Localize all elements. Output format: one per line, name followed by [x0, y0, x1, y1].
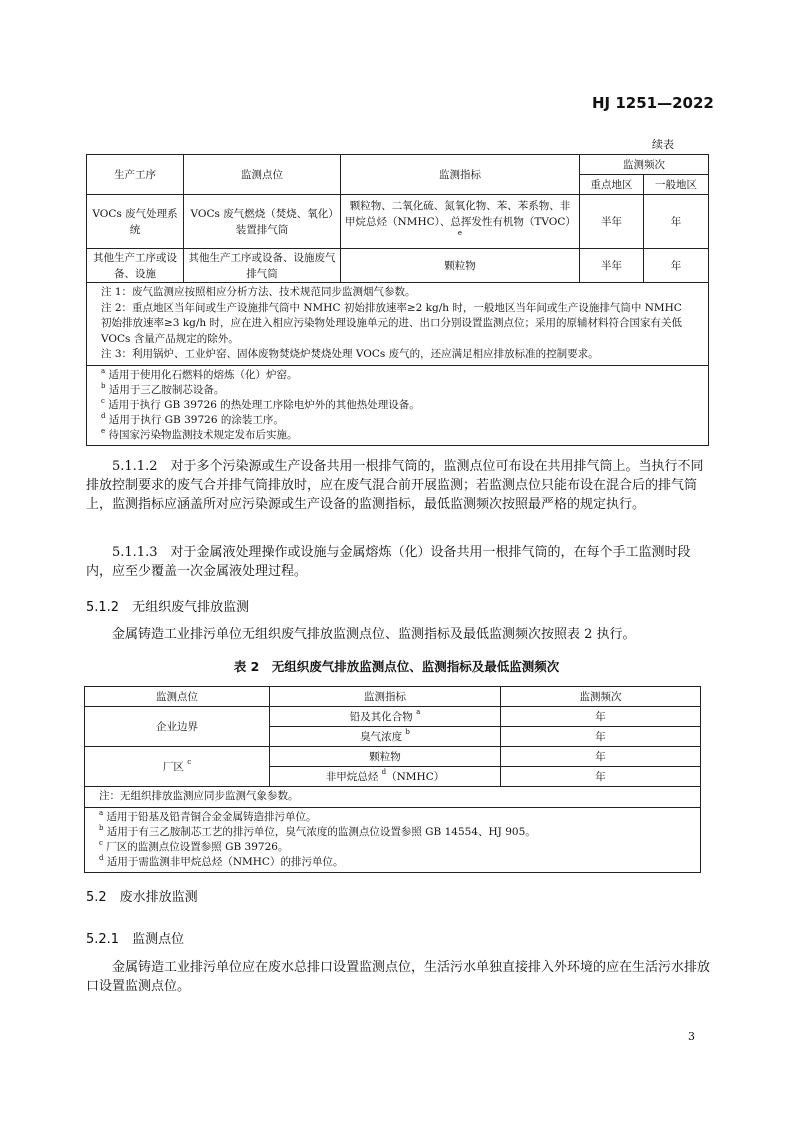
- header-point: 监测点位: [85, 687, 270, 707]
- cell-frequency: 年: [501, 727, 701, 747]
- cell-key-frequency: 半年: [580, 195, 644, 249]
- heading-5-2-1: 5.2.1 监测点位: [86, 932, 185, 947]
- cell-frequency: 年: [501, 767, 701, 787]
- cell-point: 其他生产工序或设备、设施废气排气筒: [184, 249, 341, 283]
- footnote: $^d$ 适用于需监测非甲烷总烃（NMHC）的排污单位。: [99, 853, 344, 868]
- table-continued-label: 续表: [652, 138, 674, 151]
- cell-indicator: 铅及其化合物 $^a$: [270, 707, 501, 727]
- heading-5-1-2: 5.1.2 无组织废气排放监测: [86, 600, 250, 615]
- header-process: 生产工序: [87, 155, 184, 195]
- cell-indicator: 颗粒物、二氧化硫、氮氧化物、苯、苯系物、非甲烷总烃（NMHC）、总挥发性有机物（TVOC）$^e$: [341, 195, 580, 249]
- footnote: $^b$ 适用于三乙胺制芯设备。: [101, 381, 225, 396]
- cell-indicator: 非甲烷总烃 $^d$（NMHC）: [270, 767, 501, 787]
- emission-monitoring-table-continued: [86, 154, 709, 446]
- heading-5-2: 5.2 废水排放监测: [86, 890, 198, 905]
- cell-key-frequency: 半年: [580, 249, 644, 283]
- cell-frequency: 年: [501, 747, 701, 767]
- header-frequency: 监测频次: [501, 687, 701, 707]
- paragraph-5-1-2: 金属铸造工业排污单位无组织废气排放监测点位、监测指标及最低监测频次按照表 2 执行。: [112, 627, 636, 642]
- page-number: 3: [688, 1030, 695, 1043]
- note-3: 注 3：利用锅炉、工业炉窑、固体废物焚烧炉焚烧处理 VOCs 废气的，还应满足相应排放标准的控制要求。: [101, 348, 599, 360]
- footnote: $^a$ 适用于使用化石燃料的熔炼（化）炉窑。: [101, 366, 298, 381]
- footnote: $^e$ 待国家污染物监测技术规定发布后实施。: [101, 426, 298, 441]
- note-2: 注 2：重点地区当年间或生产设施排气筒中 NMHC 初始排放速率≥2 kg/h 时，一般地区当年间或生产设施排气筒中 NMHC 初始排放速率≥3 kg/h 时，应在进入相应污染物处理设施单元的进、出口分别设置监测点位；采用的原辅材料符合国家有关低 VOCs 含量产品规定的除外。: [101, 301, 683, 345]
- cell-point-plant: 厂区 $^c$: [85, 747, 270, 787]
- cell-process: 其他生产工序或设备、设施: [87, 249, 184, 283]
- paragraph-5-2-1: 金属铸造工业排污单位应在废水总排口设置监测点位，生活污水单独直接排入外环境的应在生活污水排放口设置监测点位。: [86, 960, 711, 994]
- cell-point-boundary: 企业边界: [85, 707, 270, 747]
- note-1: 注 1：废气监测应按照相应分析方法、技术规范同步监测烟气参数。: [101, 286, 416, 298]
- cell-frequency: 年: [501, 707, 701, 727]
- footnote: $^c$ 适用于执行 GB 39726 的热处理工序除电炉外的其他热处理设备。: [101, 396, 420, 411]
- fugitive-emission-table: [84, 686, 701, 873]
- cell-general-frequency: 年: [644, 249, 709, 283]
- header-key-area: 重点地区: [580, 175, 644, 195]
- cell-indicator: 颗粒物: [270, 747, 501, 767]
- footnote: $^a$ 适用于铅基及铅青铜合金金属铸造排污单位。: [99, 808, 317, 823]
- footnote: $^c$ 厂区的监测点位设置参照 GB 39726。: [99, 838, 289, 853]
- cell-indicator: 臭气浓度 $^b$: [270, 727, 501, 747]
- table2-caption: 表 2 无组织废气排放监测点位、监测指标及最低监测频次: [233, 659, 560, 674]
- footnote: $^d$ 适用于执行 GB 39726 的涂装工序。: [101, 411, 284, 426]
- paragraph-5-1-1-3: 5.1.1.3 对于金属液处理操作或设施与金属熔炼（化）设备共用一根排气筒的，在每个手工监测时段内，应至少覆盖一次金属液处理过程。: [86, 545, 691, 579]
- table2-footnotes: [85, 807, 701, 872]
- cell-general-frequency: 年: [644, 195, 709, 249]
- footnote: $^b$ 适用于有三乙胺制芯工艺的排污单位，臭气浓度的监测点位设置参照 GB 14554、HJ 905。: [99, 823, 536, 838]
- cell-point: VOCs 废气燃烧（焚烧、氧化）装置排气筒: [184, 195, 341, 249]
- table2-note: 注：无组织排放监测应同步监测气象参数。: [85, 787, 701, 808]
- paragraph-5-1-1-2: 5.1.1.2 对于多个污染源或生产设备共用一根排气筒的，监测点位可布设在共用排气筒上。当执行不同排放控制要求的废气合并排气筒排放时，应在废气混合前开展监测；若监测点位只能布设在混合后的排气筒上，监测指标应涵盖所对应污染源或生产设备的监测指标，最低监测频次按照最严格的规定执行。: [86, 459, 704, 512]
- standard-code: HJ 1251—2022: [592, 94, 714, 112]
- header-frequency: 监测频次: [580, 155, 709, 175]
- header-general-area: 一般地区: [644, 175, 709, 195]
- cell-process: VOCs 废气处理系统: [87, 195, 184, 249]
- header-point: 监测点位: [184, 155, 341, 195]
- cell-indicator: 颗粒物: [341, 249, 580, 283]
- header-indicator: 监测指标: [341, 155, 580, 195]
- table-notes: [87, 283, 709, 366]
- header-indicator: 监测指标: [270, 687, 501, 707]
- table-footnotes: [87, 365, 709, 445]
